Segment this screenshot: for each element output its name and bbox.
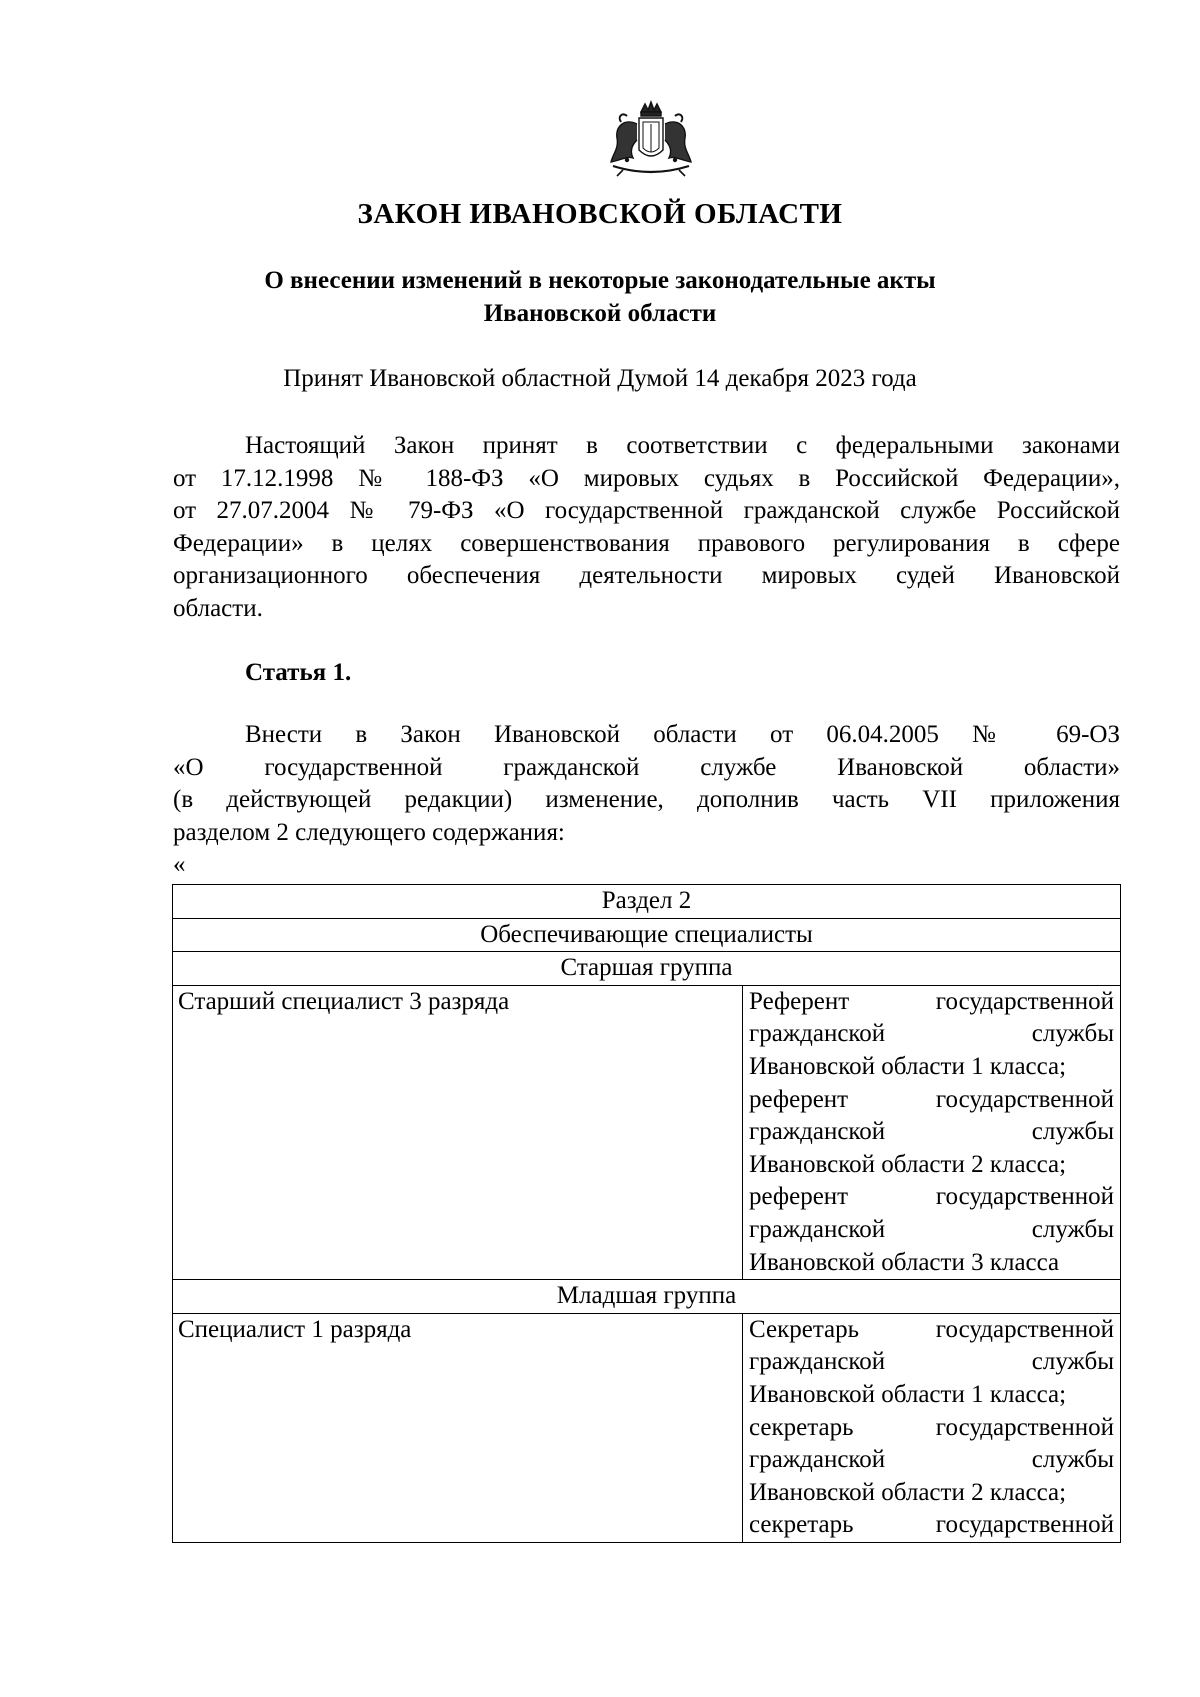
law-subtitle bbox=[0, 264, 1200, 330]
table-row bbox=[173, 952, 1121, 986]
paragraph-line: «О государственной гражданской службе Ивановской области» bbox=[173, 753, 1120, 781]
rank-line: Ивановской области 2 класса; bbox=[749, 1150, 1067, 1178]
rank-line: Референт государственной bbox=[749, 987, 1114, 1015]
rank-line: референт государственной bbox=[749, 1183, 1114, 1211]
rank-line: секретарь государственной bbox=[749, 1511, 1114, 1539]
rank-line: гражданской службы bbox=[749, 1348, 1114, 1376]
category-cell: Обеспечивающие специалисты bbox=[173, 918, 1121, 952]
article-1-heading: Статья 1. bbox=[245, 659, 352, 686]
paragraph-line: (в действующей редакции) изменение, дополнив часть VII приложения bbox=[173, 786, 1120, 814]
adoption-statement: Принят Ивановской областной Думой 14 декабря 2023 года bbox=[283, 365, 917, 392]
rank-line: Ивановской области 1 класса; bbox=[749, 1380, 1067, 1408]
table-row bbox=[173, 918, 1121, 952]
article-1-paragraph bbox=[173, 719, 1120, 849]
rank-line: референт государственной bbox=[749, 1085, 1114, 1113]
rank-line: гражданской службы bbox=[749, 1215, 1114, 1243]
table-row bbox=[173, 1280, 1121, 1314]
paragraph-line: разделом 2 следующего содержания: bbox=[173, 818, 565, 846]
table-row bbox=[173, 985, 1121, 1279]
paragraph-line: Настоящий Закон принят в соответствии с федеральными законами bbox=[245, 432, 1120, 459]
rank-line: гражданской службы bbox=[749, 1446, 1114, 1474]
table-row bbox=[173, 1313, 1121, 1542]
rank-line: Ивановской области 3 класса bbox=[749, 1248, 1060, 1276]
rank-line: Секретарь государственной bbox=[749, 1315, 1114, 1343]
position-cell: Старший специалист 3 разряда bbox=[173, 985, 743, 1279]
paragraph-line: организационного обеспечения деятельности мировых судей Ивановской bbox=[173, 562, 1120, 590]
subtitle-line: Ивановской области bbox=[483, 300, 717, 327]
paragraph-line: от 27.07.2004 № 79-ФЗ «О государственной гражданской службе Российской bbox=[173, 497, 1120, 525]
group-cell: Старшая группа bbox=[173, 952, 1121, 986]
opening-quote-mark: « bbox=[173, 851, 186, 878]
subtitle-line: О внесении изменений в некоторые законодательные акты bbox=[264, 267, 936, 294]
positions-table bbox=[172, 884, 1121, 1543]
rank-line: секретарь государственной bbox=[749, 1413, 1114, 1441]
rank-line: гражданской службы bbox=[749, 1118, 1114, 1146]
ranks-cell bbox=[743, 1313, 1121, 1542]
law-title: ЗАКОН ИВАНОВСКОЙ ОБЛАСТИ bbox=[357, 198, 843, 230]
paragraph-line: Федерации» в целях совершенствования правового регулирования в сфере bbox=[173, 529, 1120, 557]
rank-line: гражданской службы bbox=[749, 1020, 1114, 1048]
paragraph-line: от 17.12.1998 № 188-ФЗ «О мировых судьях в Российской Федерации», bbox=[173, 464, 1120, 492]
paragraph-line: Внести в Закон Ивановской области от 06.04.2005 № 69-ОЗ bbox=[245, 721, 1120, 748]
position-cell: Специалист 1 разряда bbox=[173, 1313, 743, 1542]
group-cell: Младшая группа bbox=[173, 1280, 1121, 1314]
paragraph-line: области. bbox=[173, 594, 263, 622]
section-cell: Раздел 2 bbox=[173, 885, 1121, 919]
coat-of-arms-emblem bbox=[603, 100, 699, 180]
ranks-cell bbox=[743, 985, 1121, 1279]
rank-line: Ивановской области 1 класса; bbox=[749, 1052, 1067, 1080]
preamble-paragraph bbox=[173, 430, 1120, 626]
table-row bbox=[173, 885, 1121, 919]
rank-line: Ивановской области 2 класса; bbox=[749, 1478, 1067, 1506]
